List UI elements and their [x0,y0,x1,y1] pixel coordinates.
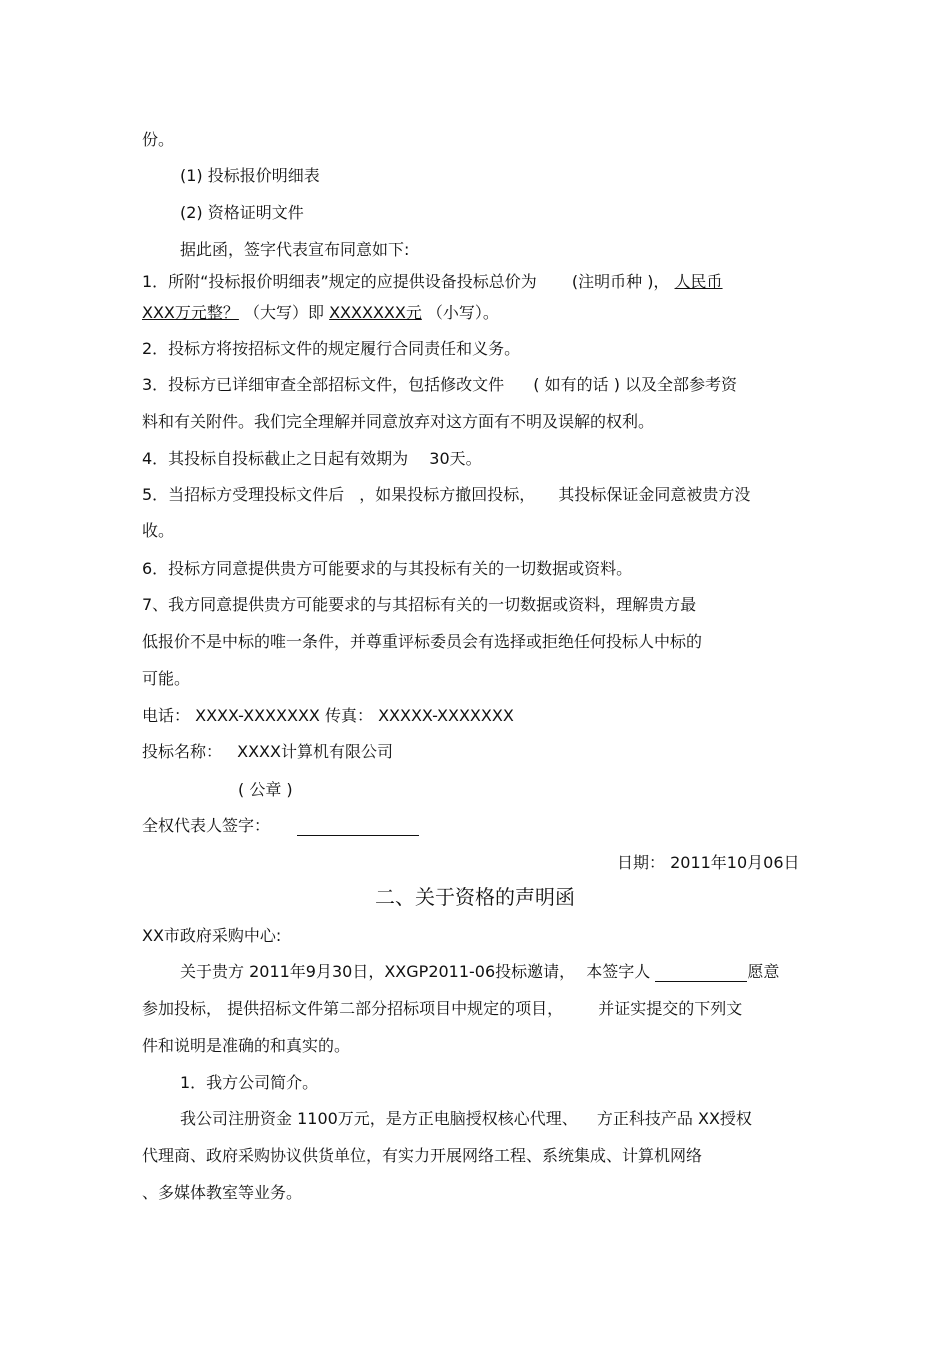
clause-2: 2．投标方将按招标文件的规定履行合同责任和义务。 [142,339,521,358]
clause-text: （大写）即 [243,303,324,322]
official-seal-note: ( 公章 ) [238,780,293,799]
fax-label: 传真： [324,706,373,725]
fax-value: XXXXX-XXXXXXX [378,706,514,725]
company-intro-text: 我公司注册资金 1100万元，是方正电脑授权核心代理、 [180,1109,578,1128]
list-item-price-table: (1) 投标报价明细表 [180,166,320,185]
declaration-line: 件和说明是准确的和真实的。 [142,1036,351,1055]
signature-blank [297,819,419,836]
date-line: 日期： 2011年10月06日 [617,853,800,872]
phone-value: XXXX-XXXXXXX [195,706,320,725]
clause-text: (注明币种 )， [571,272,670,291]
clause-6: 6．投标方同意提供贵方可能要求的与其投标有关的一切数据或资料。 [142,559,633,578]
text-line: 可能。 [142,669,191,688]
phone-label: 电话： [142,706,191,725]
amount-number-field: XXXXXXX元 [329,303,422,322]
clause-text: （小写）。 [426,303,499,322]
clause-5 [142,485,750,505]
company-intro-text: 方正科技产品 XX授权 [596,1109,752,1128]
clause-text: 其投标保证金同意被贵方没 [558,485,751,504]
signature-line [142,816,419,836]
text-line: 低报价不是中标的唯一条件，并尊重评标委员会有选择或拒绝任何投标人中标的 [142,632,703,651]
declaration-text: 参加投标， 提供招标文件第二部分招标项目中规定的项目， [142,999,564,1018]
validity-days: 30天。 [429,449,482,468]
bidder-line [142,742,393,762]
declaration-text: 关于贵方 2011年9月30日，XXGP2011-06投标邀请， [180,962,576,981]
clause-4 [142,449,482,469]
company-intro-line [180,1109,752,1129]
signatory-blank [655,965,747,982]
declaration-text: 本签字人 [586,962,651,981]
company-intro-line: 代理商、政府采购协议供货单位，有实力开展网络工程、系统集成、计算机网络 [142,1146,703,1165]
text-line: 据此函，签字代表宣布同意如下: [180,240,410,259]
clause-1-amount [142,303,499,323]
clause-3 [142,375,737,395]
declaration-line [180,962,779,982]
declaration-text: 并证实提交的下列文 [598,999,743,1018]
clause-1 [142,272,727,292]
contact-line [142,706,514,726]
declaration-text: 愿意 [747,962,780,981]
clause-text: ，如果投标方撤回投标， [359,485,536,504]
section-title: 二、关于资格的声明函 [375,885,575,909]
clause-7: 7、我方同意提供贵方可能要求的与其招标有关的一切数据或资料，理解贵方最 [142,595,697,614]
clause-text: 1．所附“投标报价明细表”规定的应提供设备投标总价为 [142,272,537,291]
signature-label: 全权代表人签字： [142,816,271,835]
bidder-name: XXXX计算机有限公司 [237,742,393,761]
company-intro-heading: 1．我方公司简介。 [180,1073,319,1092]
amount-words-field: XXX万元整？ [142,303,239,322]
company-intro-line: 、多媒体教室等业务。 [142,1183,303,1202]
declaration-line [142,999,742,1019]
addressee: XX市政府采购中心: [142,926,282,945]
clause-text: 3．投标方已详细审查全部招标文件，包括修改文件 [142,375,505,394]
clause-text: ( 如有的话 ) 以及全部参考资 [533,375,738,394]
text-line: 收。 [142,521,175,540]
currency-field: 人民币 [674,272,723,291]
text-line: 份。 [142,130,175,149]
text-line: 料和有关附件。我们完全理解并同意放弃对这方面有不明及误解的权利。 [142,412,655,431]
list-item-qualification: (2) 资格证明文件 [180,203,304,222]
clause-text: 4．其投标自投标截止之日起有效期为 [142,449,409,468]
bidder-label: 投标名称： [142,742,223,761]
clause-text: 5．当招标方受理投标文件后 [142,485,345,504]
